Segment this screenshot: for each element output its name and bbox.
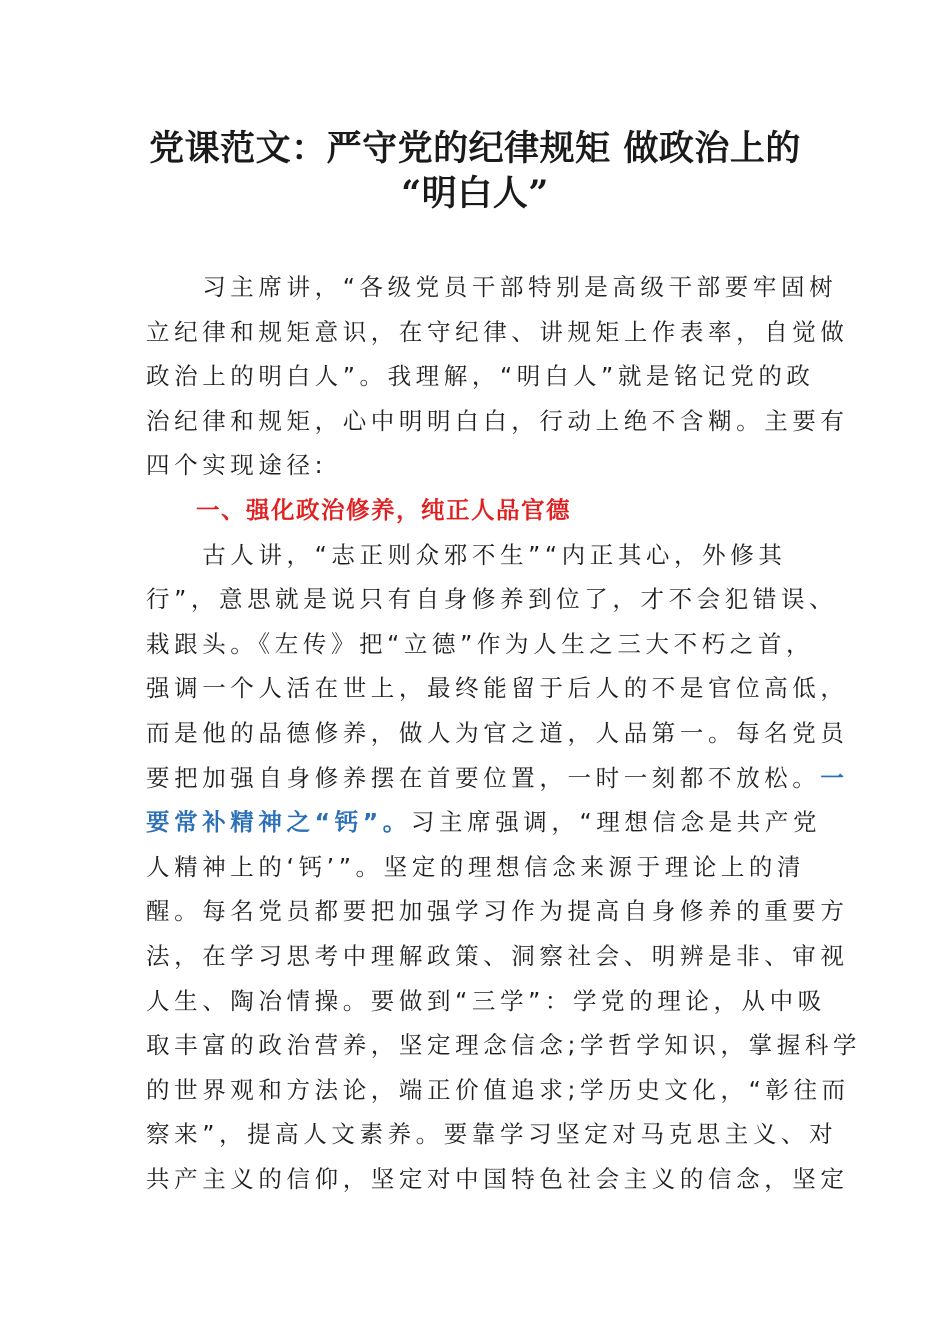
paragraph-line xyxy=(146,622,815,667)
line-text: 四个实现途径: xyxy=(146,451,328,480)
line-text: 立纪律和规矩意识，在守纪律、讲规矩上作表率，自觉做 xyxy=(146,317,849,346)
paragraph-line xyxy=(146,666,849,711)
emphasis-text: 要常补精神之“钙”。 xyxy=(146,808,411,837)
line-text: 古人讲，“志正则众邪不生”“内正其心，外修其 xyxy=(146,540,787,569)
paragraph-line xyxy=(146,1157,849,1202)
paragraph-line xyxy=(146,577,838,622)
paragraph-line xyxy=(146,443,810,488)
heading-text: 一、强化政治修养，纯正人品官德 xyxy=(146,495,571,524)
paragraph-line xyxy=(146,800,822,845)
document-title xyxy=(120,126,830,216)
paragraph-line xyxy=(146,889,849,934)
line-text: 栽跟头。《左传》把“立德”作为人生之三大不朽之首， xyxy=(146,629,815,658)
paragraph-line xyxy=(146,934,849,979)
line-text: 共产主义的信仰，坚定对中国特色社会主义的信念，坚定 xyxy=(146,1164,849,1193)
paragraph-line xyxy=(146,1112,838,1157)
line-text: 习主席讲，“各级党员干部特别是高级干部要牢固树 xyxy=(146,273,838,301)
paragraph-line xyxy=(146,756,849,801)
line-text: 习主席强调，“理想信念是共产党 xyxy=(410,808,822,837)
line-text: 人精神上的‘钙’”。坚定的理想信念来源于理论上的清 xyxy=(146,852,806,881)
line-text: 的世界观和方法论，端正价值追求;学历史文化，“彰往而 xyxy=(146,1075,850,1104)
title-line-2: “明白人” xyxy=(401,173,549,214)
line-text: 法，在学习思考中理解政策、洞察社会、明辨是非、审视 xyxy=(146,941,849,970)
paragraph-line xyxy=(146,845,810,890)
document-body xyxy=(146,265,862,1201)
section-heading xyxy=(146,488,810,533)
line-text: 强调一个人活在世上，最终能留于后人的不是官位高低， xyxy=(146,674,849,703)
paragraph-line xyxy=(146,310,849,355)
line-text: 人生、陶冶情操。要做到“三学”：学党的理论，从中吸 xyxy=(146,986,826,1015)
paragraph-line xyxy=(146,533,810,578)
paragraph-line xyxy=(146,711,849,756)
paragraph-line xyxy=(146,399,849,444)
line-text: 要把加强自身修养摆在首要位置，一时一刻都不放松。 xyxy=(146,763,821,792)
paragraph-line xyxy=(146,1023,862,1068)
line-text: 察来”，提高人文素养。要靠学习坚定对马克思主义、对 xyxy=(146,1120,838,1149)
paragraph-line xyxy=(146,979,826,1024)
title-line-1: 党课范文：严守党的纪律规矩 做政治上的 xyxy=(149,128,801,169)
line-text: 行”，意思就是说只有自身修养到位了，才不会犯错误、 xyxy=(146,585,838,614)
paragraph-line xyxy=(146,1068,850,1113)
paragraph-line xyxy=(146,354,815,399)
line-text: 醒。每名党员都要把加强学习作为提高自身修养的重要方 xyxy=(146,897,849,926)
line-text: 政治上的明白人”。我理解，“明白人”就是铭记党的政 xyxy=(146,362,815,391)
line-text: 取丰富的政治营养，坚定理念信念;学哲学知识，掌握科学 xyxy=(146,1031,862,1060)
line-text: 治纪律和规矩，心中明明白白，行动上绝不含糊。主要有 xyxy=(146,406,849,435)
paragraph-line xyxy=(146,265,838,310)
line-text: 而是他的品德修养，做人为官之道，人品第一。每名党员 xyxy=(146,718,849,747)
emphasis-text: 一 xyxy=(820,763,849,792)
